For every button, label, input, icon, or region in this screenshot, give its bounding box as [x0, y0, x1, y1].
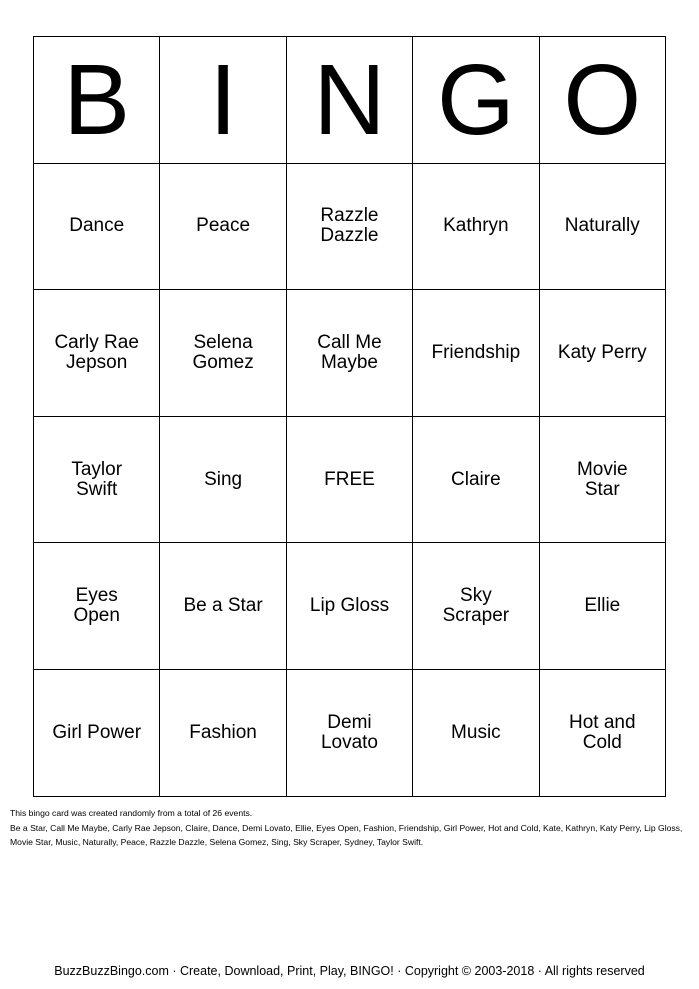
bingo-cell-text: Girl Power: [52, 721, 142, 743]
bingo-cell: [286, 669, 412, 796]
bingo-cell-text: Eyes Open: [73, 585, 120, 627]
bingo-cell-text: Movie Star: [576, 458, 628, 500]
bingo-cell-text: Lip Gloss: [309, 595, 390, 617]
bingo-cell-text: Selena Gomez: [192, 331, 254, 373]
bingo-cell: [34, 543, 160, 670]
bingo-row-5: [34, 669, 666, 796]
bingo-cell-text: Dance: [69, 215, 125, 237]
bingo-cell-text: Friendship: [431, 341, 521, 363]
bingo-cell-text: FREE: [324, 468, 375, 490]
card-info: [10, 806, 686, 850]
bingo-cell-text: Taylor Swift: [71, 458, 123, 500]
bingo-cell-text: Kathryn: [443, 215, 509, 237]
bingo-row-4: [34, 543, 666, 670]
bingo-letter-i: I: [160, 37, 286, 164]
bingo-cell: [34, 669, 160, 796]
card-info-events: Be a Star, Call Me Maybe, Carly Rae Jepson, Claire, Dance, Demi Lovato, Ellie, Eyes Open, Fashion, Friendship, Girl Power, Hot and Cold, Kate, Kathryn, Katy Perry, Lip Gloss, Movie Star, Music, Naturally, Peace, Razzle Dazzle, Selena Gomez, Sing, Sky Scraper, Sydney, Taylor Swift.: [10, 822, 683, 847]
bingo-cell: [539, 163, 665, 290]
bingo-card: [33, 36, 666, 797]
bingo-letter-o: O: [539, 37, 665, 164]
bingo-cell: [539, 543, 665, 670]
bingo-cell: [160, 543, 286, 670]
page-footer: BuzzBuzzBingo.com · Create, Download, Print, Play, BINGO! · Copyright © 2003-2018 · All rights reserved: [54, 964, 645, 978]
bingo-cell-text: Sing: [204, 468, 243, 490]
bingo-cell: [539, 290, 665, 417]
bingo-cell-text: Sky Scraper: [442, 585, 510, 627]
bingo-cell: [160, 416, 286, 543]
bingo-row-1: [34, 163, 666, 290]
bingo-cell: [539, 669, 665, 796]
bingo-letter-g: G: [413, 37, 539, 164]
card-info-summary: This bingo card was created randomly from a total of 26 events.: [10, 808, 253, 818]
bingo-cell: [413, 543, 539, 670]
bingo-cell: [160, 163, 286, 290]
bingo-cell-text: Peace: [196, 215, 251, 237]
bingo-cell: [34, 163, 160, 290]
bingo-letter-b: B: [34, 37, 160, 164]
bingo-cell-text: Carly Rae Jepson: [54, 331, 139, 373]
bingo-header-row: [34, 37, 666, 164]
bingo-cell: [413, 290, 539, 417]
bingo-cell: [413, 163, 539, 290]
bingo-cell-text: Naturally: [564, 215, 640, 237]
bingo-cell-text: Claire: [451, 468, 501, 490]
bingo-cell-text: Fashion: [189, 721, 257, 743]
bingo-cell-text: Ellie: [584, 595, 621, 617]
bingo-cell-text: Call Me Maybe: [317, 331, 382, 373]
bingo-cell: [286, 290, 412, 417]
bingo-cell-text: Hot and Cold: [569, 711, 636, 753]
bingo-cell: [286, 163, 412, 290]
bingo-cell: [539, 416, 665, 543]
bingo-cell-text: Demi Lovato: [320, 711, 378, 753]
bingo-cell: [34, 416, 160, 543]
bingo-cell-text: Razzle Dazzle: [320, 205, 379, 247]
bingo-free-cell: [286, 416, 412, 543]
bingo-cell: [160, 669, 286, 796]
bingo-row-2: [34, 290, 666, 417]
bingo-row-3: [34, 416, 666, 543]
bingo-cell-text: Music: [451, 721, 501, 743]
bingo-cell: [286, 543, 412, 670]
bingo-cell-text: Be a Star: [183, 595, 263, 617]
bingo-cell: [413, 669, 539, 796]
bingo-cell: [160, 290, 286, 417]
bingo-cell: [34, 290, 160, 417]
bingo-letter-n: N: [286, 37, 412, 164]
bingo-cell: [413, 416, 539, 543]
bingo-cell-text: Katy Perry: [557, 341, 647, 363]
